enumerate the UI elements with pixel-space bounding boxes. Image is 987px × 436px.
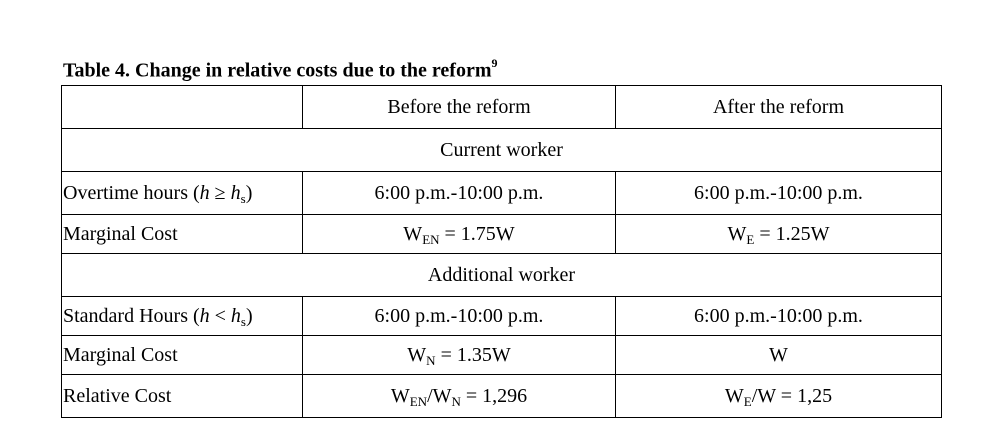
header-after: After the reform [616,86,942,129]
table-row [62,336,942,375]
standard-hours-label: Standard Hours $(h < h_s)$ [62,297,303,336]
table-row [62,375,942,418]
section-additional-worker: Additional worker [62,254,942,297]
section-row-additional-worker [62,254,942,297]
relative-cost-label: Relative Cost [62,375,303,418]
marginal-cost-label-additional: Marginal Cost [62,336,303,375]
table-row [62,215,942,254]
marginal-cost-label-current: Marginal Cost [62,215,303,254]
header-before: Before the reform [303,86,616,129]
marginal-cost-additional-before: $W_N = 1.35W$ [303,336,616,375]
table-row [62,172,942,215]
marginal-cost-additional-after: W [616,336,942,375]
section-row-current-worker [62,129,942,172]
header-row [62,86,942,129]
standard-after: 6:00 p.m.-10:00 p.m. [616,297,942,336]
overtime-hours-label: Overtime hours $(h \ge h_s)$ [62,172,303,215]
relative-costs-table [61,85,942,418]
marginal-cost-current-after: $W_E = 1.25W$ [616,215,942,254]
header-empty-cell [62,86,303,129]
relative-cost-after: $W_E/W = 1,25$ [616,375,942,418]
table-caption [63,58,498,83]
standard-before: 6:00 p.m.-10:00 p.m. [303,297,616,336]
overtime-after: 6:00 p.m.-10:00 p.m. [616,172,942,215]
caption-text: Table 4. Change in relative costs due to the reform [63,59,492,82]
section-current-worker: Current worker [62,129,942,172]
marginal-cost-current-before: $W_{EN} = 1.75W$ [303,215,616,254]
caption-footnote-marker: 9 [491,56,498,70]
overtime-before: 6:00 p.m.-10:00 p.m. [303,172,616,215]
relative-cost-before: $W_{EN}/W_N = 1,296$ [303,375,616,418]
table-row [62,297,942,336]
